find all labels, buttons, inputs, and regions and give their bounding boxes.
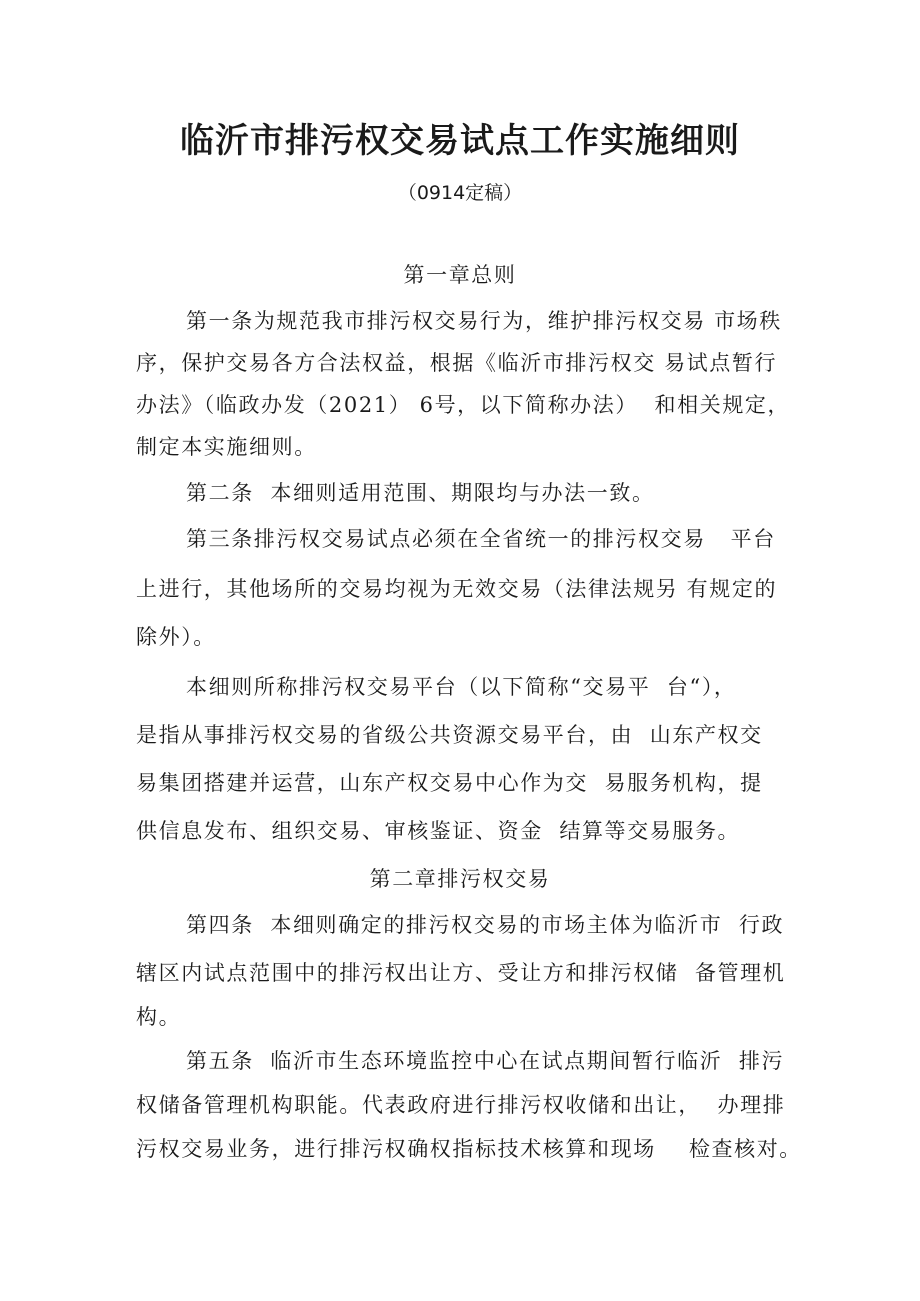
paragraph-line: 污权交易业务，进行排污权确权指标技术核算和现场 检查核对。 bbox=[136, 1137, 802, 1161]
paragraph-line: 辖区内试点范围中的排污权出让方、受让方和排污权储 备管理机 bbox=[136, 961, 786, 985]
chapter-heading: 第二章排污权交易 bbox=[369, 867, 551, 891]
paragraph-line: 是指从事排污权交易的省级公共资源交易平台，由 山东产权交 bbox=[136, 723, 763, 747]
paragraph-line: 易集团搭建并运营，山东产权交易中心作为交 易服务机构，提 bbox=[136, 771, 763, 795]
paragraph-line: 第一条为规范我市排污权交易行为，维护排污权交易 市场秩 bbox=[186, 309, 782, 333]
document-title: 临沂市排污权交易试点工作实施细则 bbox=[180, 121, 740, 161]
paragraph-line: 第五条 临沂市生态环境监控中心在试点期间暂行临沂 排污 bbox=[186, 1049, 785, 1073]
paragraph-line: 第四条 本细则确定的排污权交易的市场主体为临沂市 行政 bbox=[186, 913, 785, 937]
paragraph-line: 办法》（临政办发（2021） 6号，以下简称办法） 和相关规定， bbox=[136, 393, 791, 417]
paragraph-line: 制定本实施细则。 bbox=[136, 435, 317, 459]
paragraph-line: 序，保护交易各方合法权益，根据《临沂市排污权交 易试点暂行 bbox=[136, 351, 778, 375]
chapter-heading: 第一章总则 bbox=[403, 263, 517, 287]
paragraph-line: 构。 bbox=[136, 1005, 182, 1029]
paragraph-line: 权储备管理机构职能。代表政府进行排污权收储和出让， 办理排 bbox=[136, 1093, 786, 1117]
paragraph-line: 除外）。 bbox=[136, 625, 216, 649]
paragraph-line: 第三条排污权交易试点必须在全省统一的排污权交易 平台 bbox=[186, 527, 776, 551]
paragraph-line: 上进行，其他场所的交易均视为无效交易（法律法规另 有规定的 bbox=[136, 577, 778, 601]
paragraph-line: 供信息发布、组织交易、审核鉴证、资金 结算等交易服务。 bbox=[136, 819, 741, 843]
document-subtitle: （0914定稿） bbox=[397, 182, 523, 204]
paragraph-line: 本细则所称排污权交易平台（以下简称“交易平 台“）， bbox=[186, 675, 737, 699]
paragraph-line: 第二条 本细则适用范围、期限均与办法一致。 bbox=[186, 481, 655, 505]
